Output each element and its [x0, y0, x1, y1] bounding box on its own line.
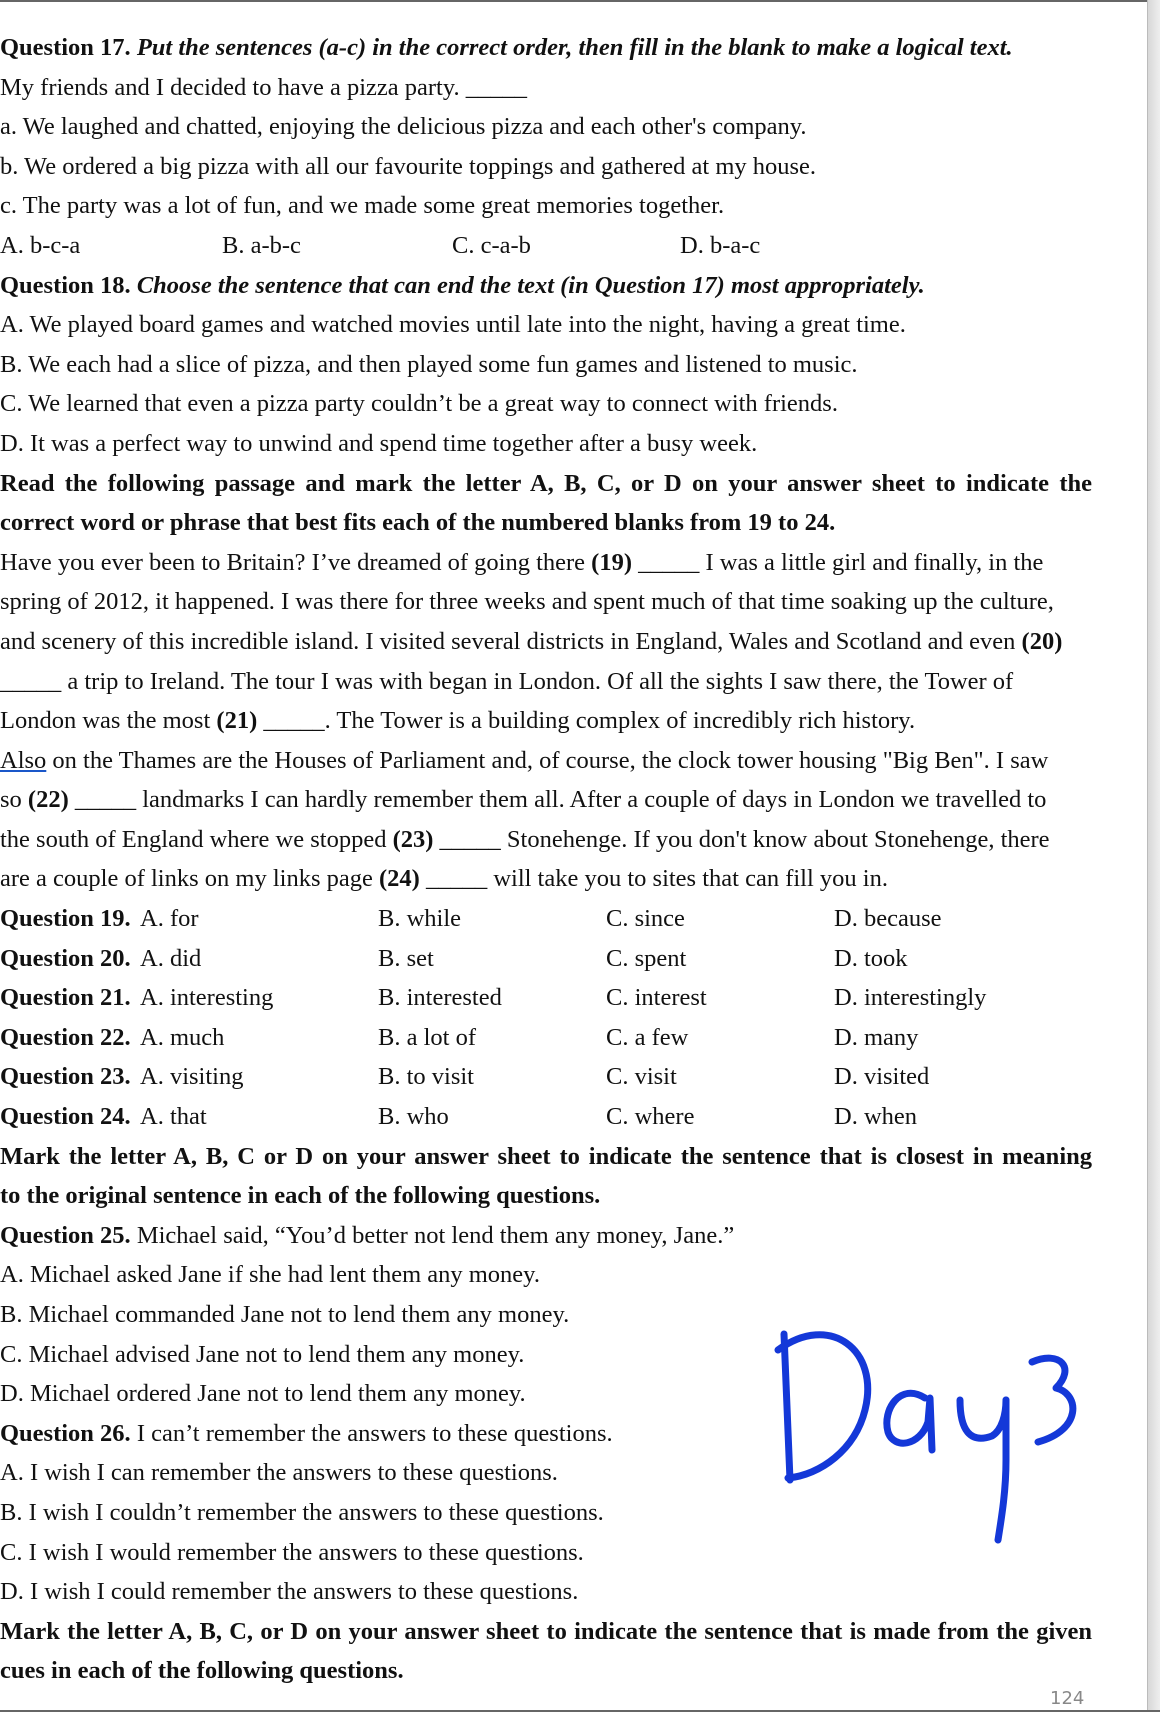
q18-instruction: Choose the sentence that can end the text (in Question 17) most appropriately.	[136, 271, 925, 299]
blank-24: (24)	[378, 865, 420, 893]
passage-8-post: _____ Stonehenge. If you don't know about Stonehenge, there	[433, 825, 1050, 853]
passage-7-post: _____ landmarks I can hardly remember them all. After a couple of days in London we travelled to	[68, 786, 1047, 814]
passage-line-8	[0, 820, 1092, 860]
q24-option-b: B. who	[378, 1103, 449, 1131]
q19-option-c: C. since	[606, 905, 685, 933]
q23-option-a: A. visiting	[140, 1063, 244, 1091]
q19-option-d: D. because	[834, 905, 942, 933]
passage-line-2: spring of 2012, it happened. I was there for three weeks and spent much of that time soaking up the culture,	[0, 588, 1054, 616]
q17-sentence-a: a. We laughed and chatted, enjoying the delicious pizza and each other's company.	[0, 113, 807, 141]
passage-5-post: _____. The Tower is a building complex of incredibly rich history.	[257, 707, 916, 735]
q24-option-d: D. when	[834, 1103, 918, 1131]
q22-label: Question 22.	[0, 1023, 131, 1051]
page-number: 124	[1050, 1688, 1085, 1709]
passage-line-4: _____ a trip to Ireland. The tour I was with began in London. Of all the sights I saw there, the Tower of	[0, 667, 1014, 695]
q19-label: Question 19.	[0, 905, 131, 933]
q24-option-a: A. that	[140, 1103, 207, 1131]
cues-heading-2: cues in each of the following questions.	[0, 1657, 404, 1685]
top-rule	[0, 0, 1160, 2]
passage-7-pre: so	[0, 786, 28, 814]
q22-row	[0, 1018, 1092, 1058]
q21-option-b: B. interested	[378, 984, 502, 1012]
q26-option-b: B. I wish I couldn’t remember the answers to these questions.	[0, 1498, 604, 1526]
q18-option-b: B. We each had a slice of pizza, and then played some fun games and listened to music.	[0, 350, 858, 378]
q18-option-a: A. We played board games and watched movies until late into the night, having a great time.	[0, 311, 906, 339]
q24-label: Question 24.	[0, 1103, 131, 1131]
cues-heading-1: Mark the letter A, B, C, or D on your answer sheet to indicate the sentence that is made from the given	[0, 1617, 1092, 1645]
q25-option-d: D. Michael ordered Jane not to lend them any money.	[0, 1380, 526, 1408]
q21-option-c: C. interest	[606, 984, 707, 1012]
passage-5-pre: London was the most	[0, 707, 217, 735]
passage-3-pre: and scenery of this incredible island. I visited several districts in England, Wales and Scotland and even	[0, 627, 1022, 655]
q23-row	[0, 1057, 1092, 1097]
q25-stem	[0, 1216, 1092, 1256]
q20-row	[0, 939, 1092, 979]
q20-option-a: A. did	[140, 944, 202, 972]
reading-heading-2: correct word or phrase that best fits each of the numbered blanks from 19 to 24.	[0, 509, 836, 537]
blank-21: (21)	[216, 707, 258, 735]
q18-heading	[0, 266, 1092, 306]
q26-option-a: A. I wish I can remember the answers to these questions.	[0, 1459, 558, 1487]
blank-19: (19)	[591, 548, 632, 576]
q18-option-c: C. We learned that even a pizza party couldn’t be a great way to connect with friends.	[0, 390, 838, 418]
q22-option-c: C. a few	[606, 1023, 689, 1051]
closest-heading-1: Mark the letter A, B, C or D on your answer sheet to indicate the sentence that is closest in meaning	[0, 1142, 1092, 1170]
q24-option-c: C. where	[606, 1103, 695, 1131]
handwritten-day3-annotation	[770, 1310, 1090, 1550]
q17-option-c: C. c-a-b	[452, 231, 531, 259]
q21-row	[0, 978, 1092, 1018]
q21-option-d: D. interestingly	[834, 984, 987, 1012]
q18-label: Question 18.	[0, 271, 131, 299]
page-edge-shadow	[1148, 0, 1160, 1712]
closest-heading-2: to the original sentence in each of the following questions.	[0, 1182, 601, 1210]
q21-label: Question 21.	[0, 984, 131, 1012]
passage-9-post: _____ will take you to sites that can fill you in.	[419, 865, 888, 893]
q17-stem: My friends and I decided to have a pizza party. _____	[0, 73, 528, 101]
reading-heading-1: Read the following passage and mark the letter A, B, C, or D on your answer sheet to indicate the	[0, 469, 1092, 497]
passage-line-3	[0, 622, 1092, 662]
q25-stem-text: Michael said, “You’d better not lend them any money, Jane.”	[130, 1221, 735, 1249]
q19-option-b: B. while	[378, 905, 462, 933]
q17-sentence-b: b. We ordered a big pizza with all our favourite toppings and gathered at my house.	[0, 152, 817, 180]
passage-line-5	[0, 701, 1092, 741]
q21-option-a: A. interesting	[140, 984, 274, 1012]
passage-line-6	[0, 741, 1092, 781]
q25-option-a: A. Michael asked Jane if she had lent them any money.	[0, 1261, 540, 1289]
q25-option-b: B. Michael commanded Jane not to lend them any money.	[0, 1301, 570, 1328]
q20-option-b: B. set	[378, 944, 434, 972]
q20-label: Question 20.	[0, 944, 131, 972]
q17-option-d: D. b-a-c	[680, 231, 761, 259]
q25-option-c: C. Michael advised Jane not to lend them any money.	[0, 1340, 525, 1368]
q17-option-a: A. b-c-a	[0, 231, 81, 259]
q26-label: Question 26.	[0, 1419, 131, 1447]
q20-option-d: D. took	[834, 944, 908, 972]
q26-option-d: D. I wish I could remember the answers to these questions.	[0, 1578, 579, 1606]
q19-option-a: A. for	[140, 905, 199, 933]
blank-22: (22)	[27, 786, 69, 814]
passage-8-pre: the south of England where we stopped	[0, 825, 393, 853]
passage-line-1	[0, 543, 1092, 583]
q23-label: Question 23.	[0, 1063, 131, 1091]
q17-label: Question 17.	[0, 34, 131, 61]
q20-option-c: C. spent	[606, 944, 687, 972]
q17-options	[0, 226, 1092, 266]
q23-option-d: D. visited	[834, 1063, 930, 1091]
q22-option-b: B. a lot of	[378, 1023, 476, 1051]
passage-line-7	[0, 780, 1092, 820]
blank-20: (20)	[1021, 627, 1063, 655]
q26-stem-text: I can’t remember the answers to these questions.	[130, 1419, 613, 1447]
q17-option-b: B. a-b-c	[222, 231, 301, 259]
passage-6-underlined: Also	[0, 746, 47, 774]
passage-6-post: on the Thames are the Houses of Parliament and, of course, the clock tower housing "Big Ben". I saw	[46, 746, 1049, 774]
q19-row	[0, 899, 1092, 939]
q26-option-c: C. I wish I would remember the answers to these questions.	[0, 1538, 584, 1566]
q23-option-b: B. to visit	[378, 1063, 474, 1091]
q25-label: Question 25.	[0, 1221, 131, 1249]
q22-option-a: A. much	[140, 1023, 225, 1051]
blank-23: (23)	[392, 825, 434, 853]
q17-sentence-c: c. The party was a lot of fun, and we made some great memories together.	[0, 192, 725, 220]
q18-option-d: D. It was a perfect way to unwind and spend time together after a busy week.	[0, 429, 758, 457]
q17-heading	[0, 28, 1092, 68]
passage-9-pre: are a couple of links on my links page	[0, 865, 379, 893]
q23-option-c: C. visit	[606, 1063, 677, 1091]
passage-1-post: _____ I was a little girl and finally, in the	[632, 548, 1044, 576]
q24-row	[0, 1097, 1092, 1137]
q22-option-d: D. many	[834, 1023, 919, 1051]
q17-instruction: Put the sentences (a-c) in the correct order, then fill in the blank to make a logical text.	[136, 34, 1013, 61]
passage-1-pre: Have you ever been to Britain? I’ve dreamed of going there	[0, 548, 592, 576]
passage-line-9	[0, 859, 1092, 899]
